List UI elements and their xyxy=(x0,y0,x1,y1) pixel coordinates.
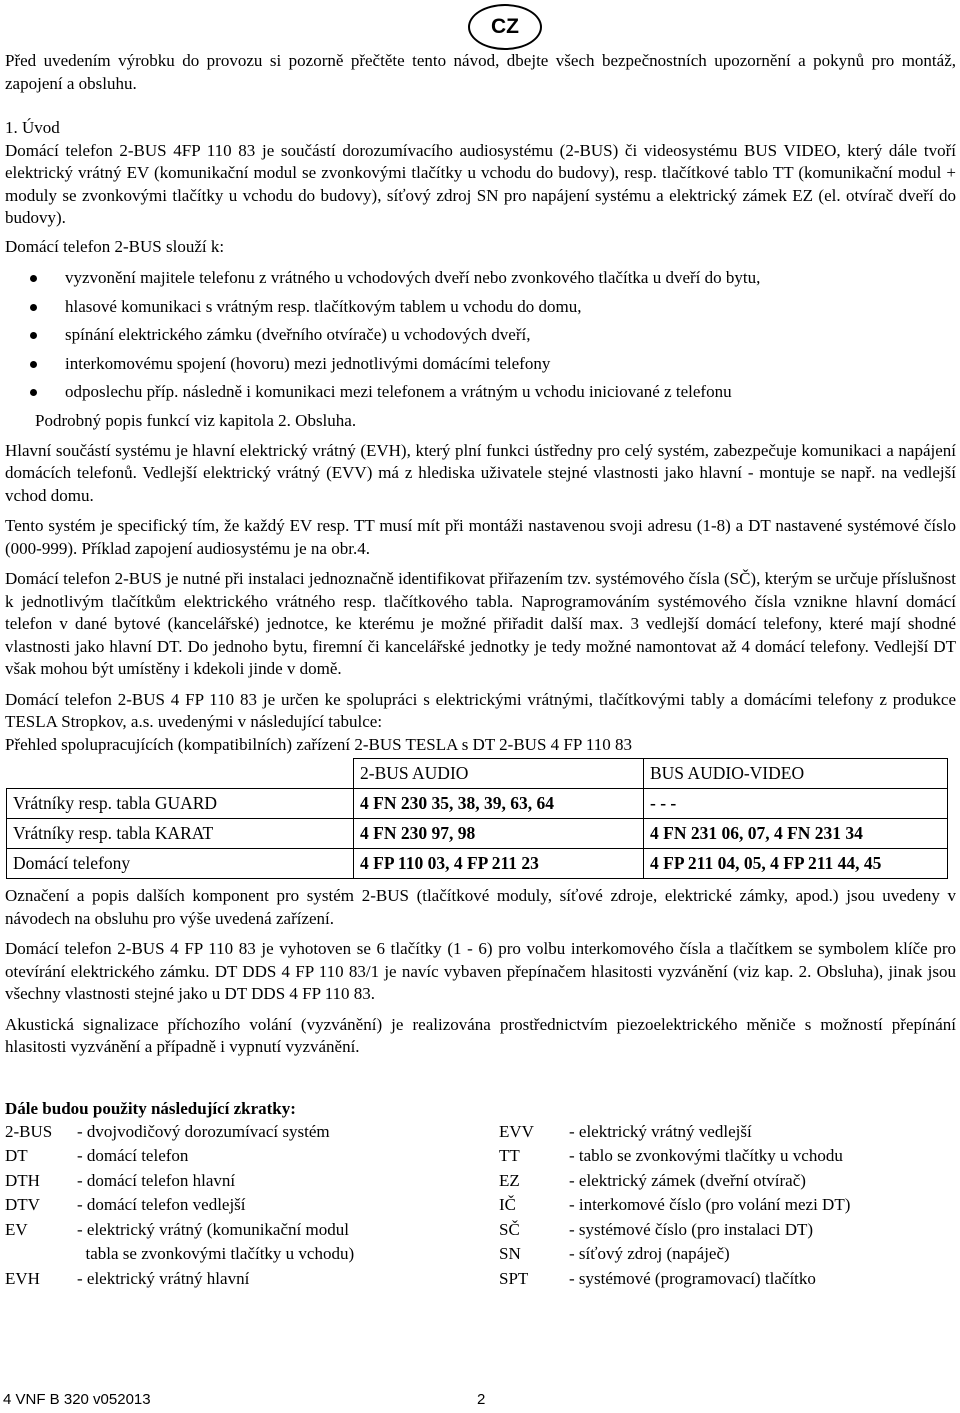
abbr-term xyxy=(5,1242,77,1267)
language-badge: CZ xyxy=(468,4,542,50)
table-cell: 4 FP 110 03, 4 FP 211 23 xyxy=(354,849,644,879)
abbr-term: EZ xyxy=(499,1170,520,1190)
paragraph-system-number: Domácí telefon 2-BUS je nutné při instalaci jednoznačně identifikovat přiřazením tzv. systémového čísla (SČ), kterým se určuje příslušnost k jednotlivým tlačítkům elektrického vrátného resp. tlačítkového tabla. Naprogramováním systémového čísla vznikne hlavní domácí telefon v dané bytové (kancelářské) jednotce, ke kterému je možné přiřadit další max. 3 vedlejší domácí telefony, které mají shodné vlastnosti jako hlavní DT. Do jednoho bytu, firemní či kancelářské jednotky je tedy možné namontovat až 4 domácí telefony. Vedlejší DT však mohou být umístěny i kdekoli jinde v domě. xyxy=(5,569,956,678)
page-footer xyxy=(3,1391,503,1408)
abbr-definition: - domácí telefon hlavní xyxy=(77,1170,236,1190)
purpose-list xyxy=(5,264,956,407)
abbr-term: 2-BUS xyxy=(5,1121,53,1141)
abbr-term: DTV xyxy=(5,1195,40,1214)
intro-paragraph: Před uvedením výrobku do provozu si pozorně přečtěte tento návod, dbejte všech bezpečnostních upozornění a pokynů pro montáž, zapojení a obsluhu. xyxy=(5,51,956,93)
paragraph-system-overview: Domácí telefon 2-BUS 4FP 110 83 je součástí dorozumívacího audiosystému (2-BUS) či videosystému BUS VIDEO, který dále tvoří elektrický vrátný EV (komunikační modul se zvonkovými tlačítky u vchodu do budovy), resp. tlačítkové tablo TT (komunikační modul + moduly se zvonkovými tlačítky u vchodu do budovy), síťový zdroj SN pro napájení systému a elektrický zámek EZ (el. otvírač dveří do budovy). xyxy=(5,140,956,227)
bullet-icon xyxy=(30,275,37,282)
abbr-definition: - elektrický vrátný (komunikační modul xyxy=(77,1219,349,1239)
abbr-term: SN xyxy=(499,1244,521,1263)
abbr-definition: - interkomové číslo (pro volání mezi DT) xyxy=(569,1195,851,1214)
table-cell: 4 FN 230 97, 98 xyxy=(354,819,644,849)
abbreviations-title: Dále budou použity následující zkratky: xyxy=(5,1098,296,1118)
table-cell: Vrátníky resp. tabla GUARD xyxy=(7,789,354,819)
paragraph-buttons: Domácí telefon 2-BUS 4 FP 110 83 je vyhotoven se 6 tlačítky (1 - 6) pro volbu interkomového čísla a tlačítkem se symbolem klíče pro otevírání elektrického zámku. DT DDS 4 FP 110 83/1 je navíc vybaven přepínačem hlasitosti vyzvánění (viz kap. 2. Obsluha), jinak jsou všechny vlastnosti stejné jako u DT DDS 4 FP 110 83. xyxy=(5,939,956,1003)
table-header-cell: BUS AUDIO-VIDEO xyxy=(644,759,948,789)
abbr-term: EV xyxy=(5,1219,28,1239)
table-header-row xyxy=(7,759,948,789)
page-number: 2 xyxy=(477,1391,486,1408)
table-caption: Přehled spolupracujících (kompatibilních) zařízení 2-BUS TESLA s DT 2-BUS 4 FP 110 83 xyxy=(5,734,633,754)
table-cell: - - - xyxy=(644,789,948,819)
abbr-definition: - systémové číslo (pro instalaci DT) xyxy=(569,1219,814,1239)
list-item: vyzvonění majitele telefonu z vrátného u vchodových dveří nebo zvonkového tlačítka u dveří do bytu, xyxy=(5,264,956,293)
abbr-definition: - systémové (programovací) tlačítko xyxy=(569,1268,816,1288)
paragraph-detail-reference: Podrobný popis funkcí viz kapitola 2. Obsluha. xyxy=(35,410,357,430)
abbr-definition: - elektrický vrátný vedlejší xyxy=(569,1121,752,1141)
abbr-term: IČ xyxy=(499,1195,516,1214)
table-cell: Vrátníky resp. tabla KARAT xyxy=(7,819,354,849)
abbreviations-list xyxy=(5,1120,956,1292)
list-item: hlasové komunikaci s vrátným resp. tlačítkovým tablem u vchodu do domu, xyxy=(5,293,956,322)
table-header-cell xyxy=(7,759,354,789)
abbr-term: EVH xyxy=(5,1268,40,1288)
list-item: spínání elektrického zámku (dveřního otvírače) u vchodových dveří, xyxy=(5,321,956,350)
table-row xyxy=(7,819,948,849)
abbr-term: TT xyxy=(499,1146,520,1165)
paragraph-purpose-intro: Domácí telefon 2-BUS slouží k: xyxy=(5,236,225,256)
paragraph-acoustic-signal: Akustická signalizace příchozího volání (vyzvánění) je realizována prostřednictvím piezoelektrického měniče s možností přepínání hlasitosti vyzvánění a případně i vypnutí vyzvánění. xyxy=(5,1014,956,1056)
abbr-term: DTH xyxy=(5,1170,40,1190)
table-cell: Domácí telefony xyxy=(7,849,354,879)
abbr-term: SPT xyxy=(499,1268,529,1288)
abbr-definition: tabla se zvonkovými tlačítky u vchodu) xyxy=(77,1244,355,1263)
bullet-icon xyxy=(30,332,37,339)
abbr-definition: - elektrický vrátný hlavní xyxy=(77,1268,250,1288)
compatibility-table xyxy=(6,758,948,879)
table-cell: 4 FN 230 35, 38, 39, 63, 64 xyxy=(354,789,644,819)
abbr-definition: - elektrický zámek (dveřní otvírač) xyxy=(569,1170,806,1190)
abbr-definition: - domácí telefon xyxy=(77,1146,189,1165)
abbr-term: EVV xyxy=(499,1121,534,1141)
table-cell: 4 FP 211 04, 05, 4 FP 211 44, 45 xyxy=(644,849,948,879)
abbr-definition: - tablo se zvonkovými tlačítky u vchodu xyxy=(569,1146,843,1165)
abbr-definition: - domácí telefon vedlejší xyxy=(77,1195,246,1214)
paragraph-compatibility: Domácí telefon 2-BUS 4 FP 110 83 je určen ke spolupráci s elektrickými vrátnými, tlačítkovými tably a domácími telefony z produkce TESLA Stropkov, a.s. uvedenými v následující tabulce: xyxy=(5,689,956,731)
paragraph-main-component: Hlavní součástí systému je hlavní elektrický vrátný (EVH), který plní funkci ústředny pro celý systém, zabezpečuje komunikaci a napájení domácích telefonů. Vedlejší elektrický vrátný (EVV) má z hlediska uživatele stejné vlastnosti jako hlavní - montuje se např. na vedlejší vchod domu. xyxy=(5,440,956,505)
table-header-cell: 2-BUS AUDIO xyxy=(354,759,644,789)
bullet-icon xyxy=(30,361,37,368)
document-id: 4 VNF B 320 v052013 xyxy=(3,1391,151,1408)
table-row xyxy=(7,789,948,819)
bullet-icon xyxy=(30,389,37,396)
list-item: interkomovému spojení (hovoru) mezi jednotlivými domácími telefony xyxy=(5,350,956,379)
paragraph-other-components: Označení a popis dalších komponent pro systém 2-BUS (tlačítkové moduly, síťové zdroje, elektrické zámky, apod.) jsou uvedeny v návodech na obsluhu pro výše uvedená zařízení. xyxy=(5,886,956,928)
table-row xyxy=(7,849,948,879)
abbr-definition: - dvojvodičový dorozumívací systém xyxy=(77,1121,330,1141)
abbr-term: DT xyxy=(5,1146,28,1165)
list-item: odposlechu příp. následně i komunikaci mezi telefonem a vrátným u vchodu iniciované z telefonu xyxy=(5,378,956,407)
bullet-icon xyxy=(30,304,37,311)
document-body xyxy=(5,50,956,1291)
table-cell: 4 FN 231 06, 07, 4 FN 231 34 xyxy=(644,819,948,849)
abbr-definition: - síťový zdroj (napáječ) xyxy=(569,1244,730,1263)
section-title: 1. Úvod xyxy=(5,118,60,137)
abbr-term: SČ xyxy=(499,1219,520,1239)
paragraph-addressing: Tento systém je specifický tím, že každý EV resp. TT musí mít při montáži nastavenou svoji adresu (1-8) a DT nastavené systémové číslo (000-999). Příklad zapojení audiosystému je na obr.4. xyxy=(5,516,956,558)
